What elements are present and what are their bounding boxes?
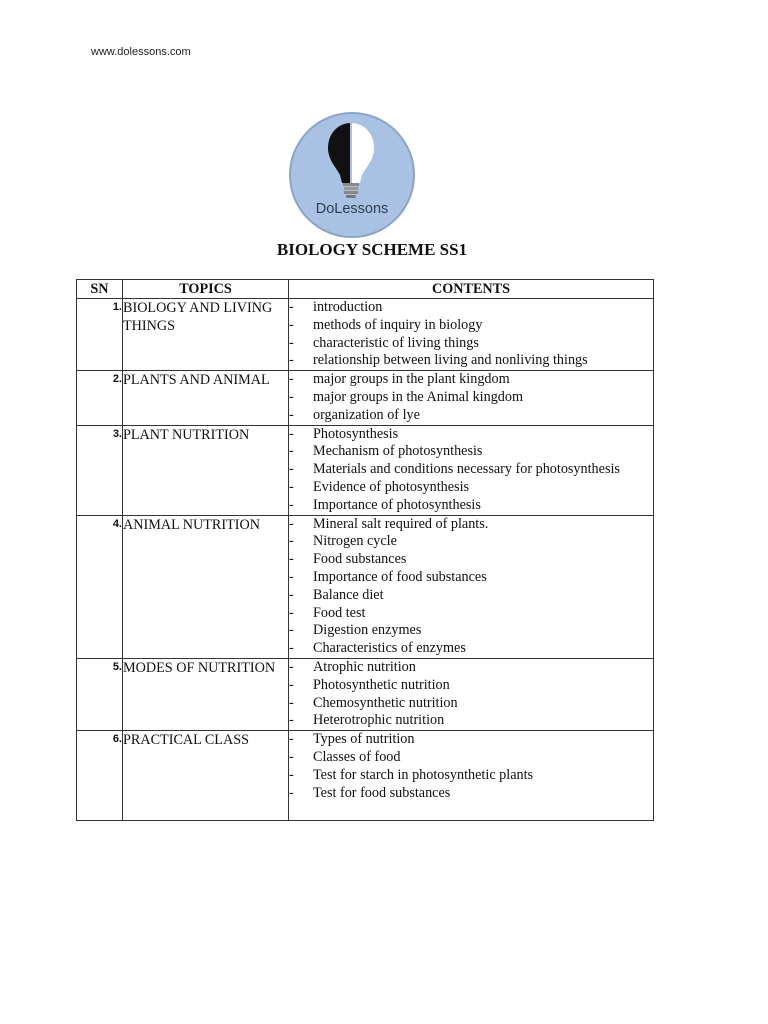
content-item [289,677,653,695]
bullet-dash: - [289,334,294,351]
content-text: methods of inquiry in biology [313,316,483,333]
bullet-dash: - [289,586,294,603]
content-text: Materials and conditions necessary for photosynthesis [313,461,620,478]
content-text: Types of nutrition [313,731,415,748]
content-item [289,640,653,658]
bullet-dash: - [289,784,294,801]
content-item [289,371,653,389]
content-item [289,551,653,569]
row-number: 4. [77,515,123,658]
logo-text: DoLessons [315,201,389,217]
content-item [289,605,653,623]
bullet-dash: - [289,461,294,478]
table-row [77,658,654,730]
content-item [289,659,653,677]
bullet-dash: - [289,676,294,693]
bullet-dash: - [289,299,294,315]
row-contents [289,371,654,425]
content-text: Food test [313,604,366,621]
content-text: Test for starch in photosynthetic plants [313,766,534,783]
header-topics: TOPICS [123,280,289,299]
bullet-dash: - [289,496,294,513]
bullet-dash: - [289,443,294,460]
row-number: 2. [77,371,123,425]
bullet-dash: - [289,371,294,388]
bullet-dash: - [289,425,294,442]
bullet-dash: - [289,533,294,550]
bullet-dash: - [289,568,294,585]
content-item [289,299,653,317]
bullet-dash: - [289,551,294,568]
content-text: Digestion enzymes [313,622,422,639]
bullet-dash: - [289,766,294,783]
content-text: Importance of photosynthesis [313,496,481,513]
content-item [289,516,653,534]
row-topic: PRACTICAL CLASS [123,731,289,821]
row-contents [289,425,654,515]
content-text: Test for food substances [313,784,451,801]
table-row [77,371,654,425]
row-number: 5. [77,658,123,730]
scheme-table [76,279,654,821]
content-item [289,443,653,461]
content-text: Characteristics of enzymes [313,640,466,657]
content-item [289,352,653,370]
content-text: Chemosynthetic nutrition [313,694,458,711]
row-contents [289,731,654,821]
content-item [289,569,653,587]
content-item [289,622,653,640]
row-topic: PLANT NUTRITION [123,425,289,515]
content-item [289,767,653,785]
header-sn: SN [77,280,123,299]
content-text: Heterotrophic nutrition [313,712,445,729]
dolessons-logo [288,109,416,241]
content-text: Mechanism of photosynthesis [313,443,483,460]
bullet-dash: - [289,388,294,405]
table-row [77,731,654,821]
content-item [289,461,653,479]
bullet-dash: - [289,316,294,333]
bullet-dash: - [289,406,294,423]
bullet-dash: - [289,731,294,748]
bullet-dash: - [289,604,294,621]
table-row [77,299,654,371]
content-text: Evidence of photosynthesis [313,478,470,495]
table-row [77,425,654,515]
content-item [289,317,653,335]
bullet-dash: - [289,694,294,711]
row-number: 6. [77,731,123,821]
content-text: major groups in the plant kingdom [313,371,510,388]
page-title: BIOLOGY SCHEME SS1 [276,240,468,259]
content-item [289,731,653,749]
content-text: Importance of food substances [313,568,487,585]
bullet-dash: - [289,515,294,532]
bullet-dash: - [289,622,294,639]
content-text: characteristic of living things [313,334,479,351]
bullet-dash: - [289,748,294,765]
content-item [289,749,653,767]
site-url: www.dolessons.com [91,46,191,58]
content-item [289,479,653,497]
row-topic: MODES OF NUTRITION [123,658,289,730]
table-row [77,515,654,658]
content-item [289,695,653,713]
row-topic: PLANTS AND ANIMAL [123,371,289,425]
content-item [289,785,653,803]
content-item [289,407,653,425]
bullet-dash: - [289,712,294,729]
content-item [289,426,653,444]
row-contents [289,299,654,371]
bullet-dash: - [289,640,294,657]
content-text: Classes of food [313,748,401,765]
bullet-dash: - [289,352,294,369]
content-text: Photosynthetic nutrition [313,676,450,693]
header-contents: CONTENTS [289,280,654,299]
content-text: organization of lye [313,406,420,423]
content-item [289,389,653,407]
content-text: Balance diet [313,586,384,603]
bottom-spacer [289,802,653,820]
content-item [289,533,653,551]
row-contents [289,658,654,730]
content-text: Nitrogen cycle [313,533,397,550]
row-number: 3. [77,425,123,515]
content-text: Atrophic nutrition [313,658,416,675]
row-contents [289,515,654,658]
content-text: Photosynthesis [313,425,399,442]
content-item [289,335,653,353]
row-topic: BIOLOGY AND LIVING THINGS [123,299,289,371]
content-text: Food substances [313,551,407,568]
content-text: introduction [313,299,383,315]
content-item [289,712,653,730]
content-text: major groups in the Animal kingdom [313,388,524,405]
content-item [289,587,653,605]
content-text: relationship between living and nonliving things [313,352,588,369]
table-header-row [77,280,654,299]
bullet-dash: - [289,658,294,675]
row-number: 1. [77,299,123,371]
content-item [289,497,653,515]
row-topic: ANIMAL NUTRITION [123,515,289,658]
content-text: Mineral salt required of plants. [313,515,489,532]
bullet-dash: - [289,478,294,495]
